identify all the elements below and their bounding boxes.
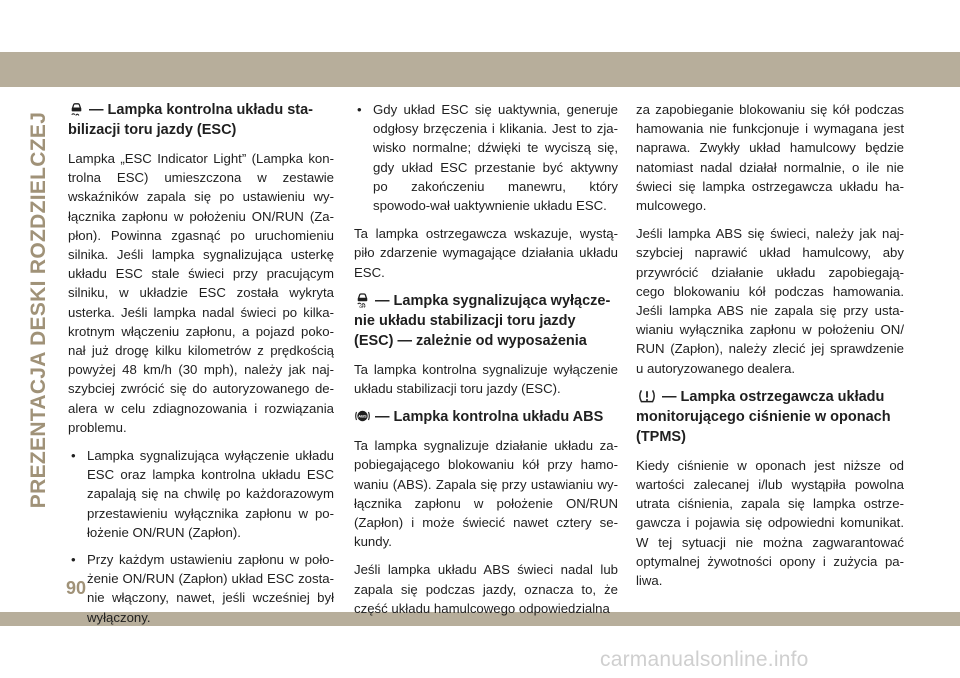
section-heading-esc-off (354, 291, 618, 351)
bullet-list (68, 446, 334, 627)
column-2 (354, 100, 618, 627)
abs-circle-icon (354, 408, 371, 424)
section-heading-abs-text: — Lampka kontrolna układu ABS (375, 409, 604, 426)
svg-text:ABS: ABS (358, 413, 367, 419)
column-3 (636, 100, 904, 599)
page-number: 90 (66, 578, 87, 598)
paragraph: Lampka „ESC Indicator Light” (Lampka kon-trolna ESC) umieszczona w zestawie wskaźników zapala się po ustawieniu wy-łącznika zapłonu w położeniu ON/RUN (Za-płon). Powinna zgasnąć po uruchomieniu silnika. Jeśli lampka sygnalizująca usterkę układu ESC stale świeci przy pracującym silniku, w układzie ESC została wykryta usterka. Jeśli lampka nadal świeci po kilka-krotnym włączeniu zapłonu, a pojazd poko-nał już drogę kilku kilometrów z prędkością powyżej 48 km/h (30 mph), należy jak naj-szybciej zwrócić się do autoryzowanego de-alera w celu zdiagnozowania i rozwiązania problemu. (68, 151, 334, 435)
paragraph: Ta lampka sygnalizuje działanie układu za-pobiegającego blokowaniu kół przy hamo-waniu (ABS). Zapala się przy ustawianiu wy-łącznika zapłonu w położenie ON/RUN (Zapłon) i może świecić nawet cztery se-kundy. (354, 438, 618, 550)
bullet-list (354, 100, 618, 215)
list-item: • Gdy układ ESC się uaktywnia, generuje odgłosy brzęczenia i klikania. Jest to zja-wisko normalne; dźwięki te wyciszą się, gdy układ ESC przestanie być aktywny po zakończeniu manewru, który spowodo-wał uaktywnienie układu ESC. (354, 100, 618, 215)
paragraph: Ta lampka ostrzegawcza wskazuje, wystą-piło zdarzenie wymagające działania układu ESC. (354, 226, 618, 280)
esc-skid-car-icon (68, 101, 85, 117)
section-heading-tpms (636, 387, 904, 447)
list-item: • Lampka sygnalizująca wyłączenie układu ESC oraz lampka kontrolna układu ESC zapalają się na chwilę po każdorazowym przestawieniu wyłącznika zapłonu w po-łożenie ON/RUN (Zapłon). (68, 446, 334, 542)
watermark: carmanualsonline.info (600, 648, 809, 671)
paragraph: Jeśli lampka układu ABS świeci nadal lub zapala się podczas jazdy, oznacza to, że część układu hamulcowego odpowiedzialna (354, 562, 618, 616)
sidebar (27, 90, 51, 530)
paragraph: Ta lampka kontrolna sygnalizuje wyłączenie układu stabilizacji toru jazdy (ESC). (354, 361, 618, 397)
paragraph: Kiedy ciśnienie w oponach jest niższe od wartości zalecanej i/lub wystąpiła powolna utrata ciśnienia, zapala się lampka ostrze-gawcza i pojawia się odpowiedni komunikat. W tej sytuacji nie można zagwarantować optymalnej żywotności opony i zużycia pa-liwa. (636, 457, 904, 589)
header-band (0, 52, 960, 87)
esc-off-car-icon (354, 292, 371, 308)
section-heading-esc (68, 100, 334, 140)
section-heading-tpms-text: — Lampka ostrzegawcza układu monitorującego ciśnienie w oponach (TPMS) (636, 388, 891, 445)
section-heading-esc-text: — Lampka kontrolna układu sta-bilizacji toru jazdy (ESC) (68, 102, 313, 138)
column-1 (68, 100, 334, 636)
tire-pressure-icon (636, 388, 658, 404)
svg-text:OFF: OFF (359, 304, 366, 308)
paragraph: Jeśli lampka ABS się świeci, należy jak naj-szybciej naprawić układ hamulcowy, aby przywrócić działanie układu zapobiegają-cego blokowaniu kół podczas hamowania. Jeśli lampka ABS nie zapala się przy usta-wianiu wyłącznika zapłonu w położeniu ON/ RUN (Zapłon), należy zlecić jej sprawdzenie u autoryzowanego dealera. (636, 226, 904, 376)
list-item: • Przy każdym ustawieniu zapłonu w poło-żenie ON/RUN (Zapłon) układ ESC zosta-nie włączony, nawet, jeśli wcześniej był wyłączony. (68, 550, 334, 627)
section-heading-esc-off-text: — Lampka sygnalizująca wyłącze-nie układu stabilizacji toru jazdy (ESC) — zależnie od wyposażenia (354, 292, 611, 349)
section-heading-abs (354, 407, 618, 427)
paragraph: za zapobieganie blokowaniu się kół podczas hamowania nie funkcjonuje i wymagana jest naprawa. Zwykły układ hamulcowy będzie natomiast nadal działał normalnie, o ile nie świeci się lampka ostrzegawcza układu ha-mulcowego. (636, 102, 904, 214)
sidebar-title: PREZENTACJA DESKI ROZDZIELCZEJ (27, 111, 50, 509)
